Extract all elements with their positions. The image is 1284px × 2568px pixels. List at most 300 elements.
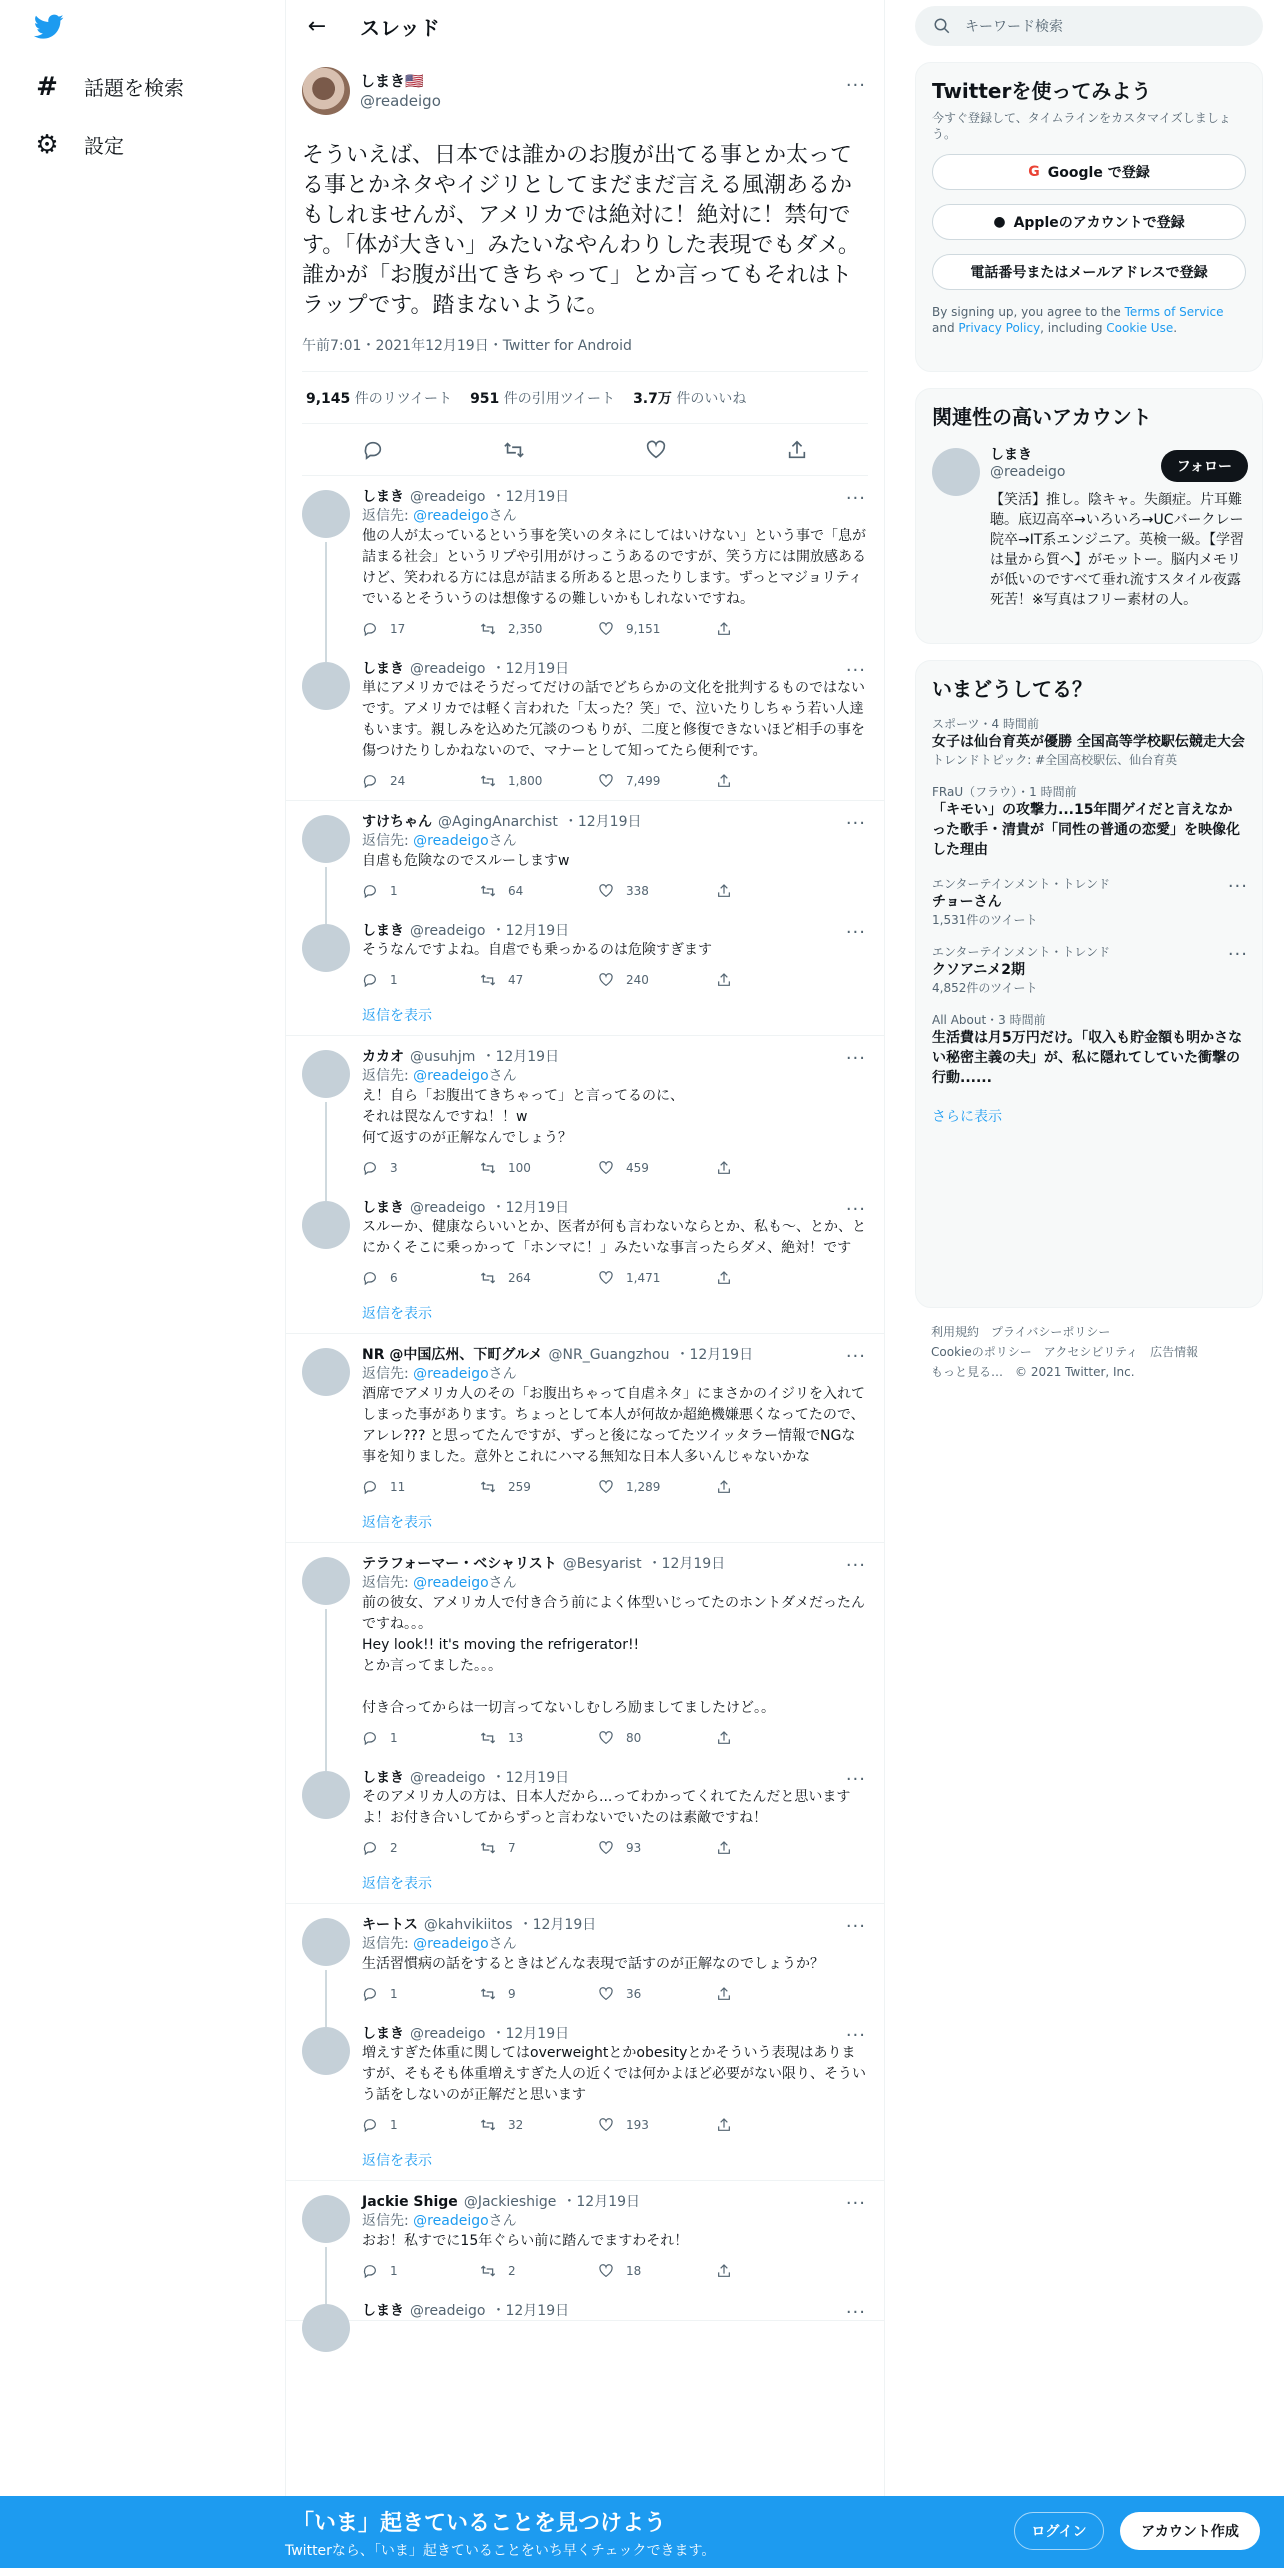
more-options-icon[interactable]: ··· <box>845 2193 866 2214</box>
author-handle[interactable]: @readeigo <box>410 661 486 677</box>
like-icon[interactable] <box>645 439 667 461</box>
page-title: スレッド <box>360 16 440 40</box>
tweet-actions <box>362 1149 868 1187</box>
author-handle[interactable]: @readeigo <box>410 2026 486 2042</box>
like-button[interactable] <box>598 1479 716 1495</box>
retweet-button[interactable] <box>480 1730 598 1746</box>
retweet-button[interactable] <box>480 1270 598 1286</box>
tweet-actions <box>362 2106 868 2144</box>
apple-signup-button[interactable] <box>932 204 1246 240</box>
like-icon <box>598 2263 614 2279</box>
share-icon <box>716 1270 732 1286</box>
tweet-date[interactable]: ・12月19日 <box>491 923 570 939</box>
author-handle[interactable]: @Besyarist <box>562 1556 642 1572</box>
reply-button[interactable] <box>362 773 480 789</box>
related-accounts-card <box>915 388 1263 644</box>
reply-prefix: 返信先: <box>362 1936 414 1952</box>
more-options-icon[interactable]: ··· <box>1227 876 1248 897</box>
author-handle[interactable]: @Jackieshige <box>463 2194 557 2210</box>
share-icon <box>716 621 732 637</box>
share-button[interactable] <box>716 972 834 988</box>
reply-tweet[interactable] <box>286 2290 884 2323</box>
reply-count: 6 <box>390 1271 398 1285</box>
tweet-actions <box>362 1259 868 1297</box>
legal-text-2: and <box>932 321 959 335</box>
search-input[interactable] <box>915 6 1263 46</box>
thread-column <box>285 0 885 2568</box>
author-name[interactable]: カカオ <box>362 1049 404 1065</box>
like-count-value: 3.7万 <box>633 390 672 407</box>
tweet-timestamp[interactable]: 午前7:01・2021年12月19日・Twitter for Android <box>302 335 868 372</box>
share-icon <box>716 1160 732 1176</box>
avatar[interactable] <box>302 490 350 538</box>
tweet-text: そういえば、日本では誰かのお腹が出てる事とか太ってる事とかネタやイジリとしてまだまだ言える風潮あるかもしれませんが、アメリカでは絶対に！絶対に！禁句です。「体が大きい」みたいなやんわりした表現でもダメ。誰かが「お腹が出てきちゃって」とか言ってもそれはトラップです。踏まないように。 <box>302 143 860 318</box>
more-options-icon[interactable]: ··· <box>845 922 866 943</box>
like-button[interactable] <box>598 972 716 988</box>
more-options-icon[interactable]: ··· <box>845 813 866 834</box>
trend-category: All About・3 時間前 <box>932 1013 1046 1027</box>
share-icon <box>716 773 732 789</box>
more-options-icon[interactable]: ··· <box>845 1769 866 1790</box>
retweet-icon <box>480 773 496 789</box>
tweet-text: そのアメリカ人の方は、日本人だから...ってわかってくれてたんだと思いますよ！お付き合いしてからずっと言わないでいたのは素敵ですね！ <box>362 1789 851 1826</box>
retweet-button[interactable] <box>480 1986 598 2002</box>
thread-connector-line <box>325 1609 327 1771</box>
reply-button[interactable] <box>362 1479 480 1495</box>
more-options-icon[interactable]: ··· <box>845 75 866 96</box>
legal-text-1: By signing up, you agree to the <box>932 305 1125 319</box>
retweet-button[interactable] <box>480 1160 598 1176</box>
share-button[interactable] <box>716 1730 834 1746</box>
share-icon <box>716 2263 732 2279</box>
login-button[interactable]: ログイン <box>1014 2512 1104 2550</box>
retweet-count: 100 <box>508 1161 531 1175</box>
author-handle[interactable]: @readeigo <box>410 1770 486 1786</box>
reply-to-handle[interactable]: @readeigo <box>413 1366 489 1382</box>
share-button[interactable] <box>716 883 834 899</box>
tweet-actions <box>362 2252 868 2290</box>
tweet-text: 酒席でアメリカ人のその「お腹出ちゃって自虐ネタ」にまさかのイジリを入れてしまった事があります。ちょっとして本人が何故か超絶機嫌悪くなってたので、アレレ??? と思ってたんですが、ずっと後になってたツイッタラー情報でNGな事を知りました。意外とこれにハマる無知な日本人多いんじゃないかな <box>362 1386 866 1465</box>
like-button[interactable] <box>598 2117 716 2133</box>
signup-button[interactable]: アカウント作成 <box>1120 2512 1260 2550</box>
retweet-button[interactable] <box>480 621 598 637</box>
show-replies-link[interactable]: 返信を表示 <box>362 1515 432 1531</box>
avatar[interactable] <box>302 2027 350 2075</box>
avatar[interactable] <box>302 2195 350 2243</box>
share-button[interactable] <box>716 1986 834 2002</box>
author-name[interactable]: NR @中国広州、下町グルメ <box>362 1347 543 1363</box>
tweet-actions <box>362 1829 868 1867</box>
reply-button[interactable] <box>362 2117 480 2133</box>
privacy-link[interactable]: Privacy Policy <box>958 321 1041 335</box>
author-name[interactable]: しまき <box>362 1770 404 1786</box>
tweet-date[interactable]: ・12月19日 <box>491 2303 570 2319</box>
like-icon <box>598 1270 614 1286</box>
retweet-icon <box>480 883 496 899</box>
more-options-icon[interactable]: ··· <box>1227 944 1248 965</box>
avatar[interactable] <box>932 448 980 496</box>
avatar[interactable] <box>302 2304 350 2352</box>
share-icon[interactable] <box>786 439 808 461</box>
retweet-button[interactable] <box>480 2117 598 2133</box>
google-signup-button[interactable] <box>932 154 1246 190</box>
author-name[interactable]: しまき <box>362 489 404 505</box>
like-button[interactable] <box>598 1270 716 1286</box>
more-options-icon[interactable]: ··· <box>845 1199 866 1220</box>
author-handle[interactable]: @usuhjm <box>410 1049 476 1065</box>
reply-tweet[interactable] <box>286 1904 884 2013</box>
tweet-date[interactable]: ・12月19日 <box>491 661 570 677</box>
share-button[interactable] <box>716 2263 834 2279</box>
footer-line-2[interactable]: Cookieのポリシー アクセシビリティ 広告情報 <box>931 1345 1199 1359</box>
nav-settings[interactable] <box>34 130 124 159</box>
nav-settings-label: 設定 <box>84 134 124 158</box>
reply-to-handle[interactable]: @readeigo <box>413 1936 489 1952</box>
show-replies-link[interactable]: 返信を表示 <box>362 2153 432 2169</box>
share-button[interactable] <box>716 2117 834 2133</box>
search-placeholder: キーワード検索 <box>965 19 1063 35</box>
trend-item[interactable] <box>916 936 1262 1004</box>
like-icon <box>598 1730 614 1746</box>
retweet-count-value: 9,145 <box>306 390 351 407</box>
author-name[interactable]: しまき <box>362 923 404 939</box>
trend-title: 「キモい」の攻撃力...15年間ゲイだと言えなかった歌手・清貴が「同性の普通の恋愛」を映像化した理由 <box>932 802 1240 858</box>
like-button[interactable] <box>598 883 716 899</box>
legal-text-3: , including <box>1040 321 1107 335</box>
google-signup-label: Google で登録 <box>1047 165 1150 181</box>
reply-tweet[interactable] <box>286 2181 884 2290</box>
reply-button[interactable] <box>362 1986 480 2002</box>
like-button[interactable] <box>598 1986 716 2002</box>
reply-prefix: 返信先: <box>362 2213 414 2229</box>
tweet-text: 自虐も危険なのでスルーしますw <box>362 853 570 869</box>
nav-explore[interactable] <box>34 72 184 101</box>
reply-to <box>362 831 868 851</box>
retweet-count: 264 <box>508 1271 531 1285</box>
like-button[interactable] <box>598 621 716 637</box>
tweet-text: 生活習慣病の話をするときはどんな表現で話すのが正解なのでしょうか？ <box>362 1956 824 1972</box>
show-replies-link[interactable]: 返信を表示 <box>362 1306 432 1322</box>
footer-line-3[interactable]: もっと見る… © 2021 Twitter, Inc. <box>931 1365 1135 1379</box>
phone-signup-label: 電話番号またはメールアドレスで登録 <box>970 265 1208 281</box>
avatar[interactable] <box>302 1918 350 1966</box>
tweet-text: え！自ら「お腹出てきちゃって」と言ってるのに、 それは罠なんですね！！w 何て返すのが正解なんでしょう？ <box>362 1088 684 1146</box>
reply-count: 11 <box>390 1480 406 1494</box>
cookie-link[interactable]: Cookie Use <box>1106 321 1174 335</box>
reply-tweet[interactable] <box>286 1334 884 1506</box>
author-handle[interactable]: @kahvikiitos <box>423 1917 513 1933</box>
retweet-icon <box>480 2117 496 2133</box>
author-name[interactable]: テラフォーマー・ベシャリスト <box>362 1556 557 1572</box>
trend-item[interactable] <box>916 776 1262 868</box>
reply-button[interactable] <box>362 1160 480 1176</box>
phone-signup-button[interactable] <box>932 254 1246 290</box>
reply-suffix: さん <box>488 2213 517 2229</box>
reply-prefix: 返信先: <box>362 833 414 849</box>
follow-button[interactable]: フォロー <box>1161 450 1248 482</box>
more-options-icon[interactable]: ··· <box>845 2302 866 2323</box>
show-replies-link[interactable]: 返信を表示 <box>362 1876 432 1892</box>
share-icon <box>716 2117 732 2133</box>
trend-item[interactable] <box>916 1004 1262 1096</box>
author-handle[interactable]: @readeigo <box>410 2303 486 2319</box>
tweet-text: スルーか、健康ならいいとか、医者が何も言わないならとか、私も〜、とか、とにかくそこに乗っかって「ホンマに！」みたいな事言ったらダメ、絶対！です <box>362 1219 866 1256</box>
trend-category: エンターテインメント・トレンド <box>932 877 1111 891</box>
author-handle[interactable]: @readeigo <box>410 489 486 505</box>
like-count: 459 <box>626 1161 649 1175</box>
reply-count: 1 <box>390 2118 398 2132</box>
reply-to <box>362 506 868 526</box>
tweet-actions <box>362 1719 868 1757</box>
tweet-text: 前の彼女、アメリカ人で付き合う前によく体型いじってたのホントダメだったんですね。。。 Hey look!! it's moving the refrigerator!! とか言ってました。。。 付き合ってからは一切言ってないしむしろ励ましてましたけど。。 <box>362 1595 866 1716</box>
google-icon: G <box>1028 164 1040 180</box>
retweet-icon[interactable] <box>503 439 525 461</box>
author-name[interactable]: しまき <box>362 2303 404 2319</box>
reply-button[interactable] <box>362 1840 480 1856</box>
reply-prefix: 返信先: <box>362 508 414 524</box>
tweet-text: おお！私すでに15年ぐらい前に踏んでますわそれ！ <box>362 2233 689 2249</box>
like-icon <box>598 972 614 988</box>
retweet-count: 2 <box>508 2264 516 2278</box>
retweet-button[interactable] <box>480 773 598 789</box>
signup-legal <box>916 304 1262 336</box>
related-account[interactable] <box>916 436 1262 486</box>
signup-card <box>915 62 1263 372</box>
retweet-count: 259 <box>508 1480 531 1494</box>
avatar[interactable] <box>302 1201 350 1249</box>
hashtag-icon: # <box>36 71 58 102</box>
avatar[interactable] <box>302 1557 350 1605</box>
retweet-button[interactable] <box>480 1840 598 1856</box>
trend-category: エンターテインメント・トレンド <box>932 945 1111 959</box>
tweet-text: 他の人が太っているという事を笑いのタネにしてはいけない」という事で「息が詰まる社会」というリプや引用がけっこうあるのですが、笑う方には開放感あるけど、笑われる方には息が詰まる所あると思ったりします。ずっとマジョリティでいるとそういうのは想像するの難しいかもしれないですね。 <box>362 528 866 607</box>
retweet-count: 13 <box>508 1731 524 1745</box>
reply-icon[interactable] <box>362 439 384 461</box>
related-name[interactable]: しまき <box>990 447 1032 463</box>
share-button[interactable] <box>716 1479 834 1495</box>
avatar[interactable] <box>302 924 350 972</box>
reply-button[interactable] <box>362 1270 480 1286</box>
tweet-date[interactable]: ・12月19日 <box>491 2026 570 2042</box>
reply-button[interactable] <box>362 1730 480 1746</box>
tweet-actions <box>362 1975 868 2013</box>
quote-count[interactable] <box>470 388 615 408</box>
reply-button[interactable] <box>362 972 480 988</box>
tweet-date[interactable]: ・12月19日 <box>491 1770 570 1786</box>
like-count[interactable] <box>633 388 746 408</box>
avatar[interactable] <box>302 1348 350 1396</box>
tweet-date[interactable]: ・12月19日 <box>562 2194 641 2210</box>
reply-button[interactable] <box>362 883 480 899</box>
related-title: 関連性の高いアカウント <box>932 405 1152 429</box>
reply-icon <box>362 883 378 899</box>
more-options-icon[interactable]: ··· <box>845 1555 866 1576</box>
trend-category: スポーツ・4 時間前 <box>932 717 1039 731</box>
like-button[interactable] <box>598 1840 716 1856</box>
reply-tweet[interactable] <box>286 476 884 648</box>
retweet-count: 47 <box>508 973 524 987</box>
like-count: 80 <box>626 1731 642 1745</box>
like-count: 18 <box>626 2264 642 2278</box>
retweet-button[interactable] <box>480 1479 598 1495</box>
share-button[interactable] <box>716 1840 834 1856</box>
author-handle[interactable]: @readeigo <box>360 92 441 110</box>
trend-subtitle: 1,531件のツイート <box>932 913 1038 927</box>
share-button[interactable] <box>716 1160 834 1176</box>
reply-suffix: さん <box>488 508 517 524</box>
reply-icon <box>362 621 378 637</box>
thread-header <box>286 0 884 53</box>
share-button[interactable] <box>716 773 834 789</box>
reply-icon <box>362 1270 378 1286</box>
reply-tweet[interactable] <box>286 910 884 999</box>
trend-item[interactable] <box>916 708 1262 776</box>
like-icon <box>598 621 614 637</box>
retweet-button[interactable] <box>480 972 598 988</box>
footer-line-1[interactable]: 利用規約 プライバシーポリシー <box>931 1325 1111 1339</box>
author-handle[interactable]: @readeigo <box>410 1200 486 1216</box>
retweet-count: 64 <box>508 884 524 898</box>
retweet-icon <box>480 1270 496 1286</box>
retweet-button[interactable] <box>480 883 598 899</box>
reply-suffix: さん <box>488 1575 517 1591</box>
author-handle[interactable]: @NR_Guangzhou <box>548 1347 670 1363</box>
reply-tweet[interactable] <box>286 648 884 800</box>
tweet-date[interactable]: ・12月19日 <box>647 1556 726 1572</box>
like-icon <box>598 1160 614 1176</box>
like-count: 240 <box>626 973 649 987</box>
reply-to <box>362 1934 868 1954</box>
back-arrow-icon[interactable]: ← <box>307 14 327 39</box>
author-name[interactable]: しまき🇺🇸 <box>360 72 424 90</box>
reply-to-handle[interactable]: @readeigo <box>413 1068 489 1084</box>
reply-icon <box>362 2117 378 2133</box>
trend-title: 女子は仙台育英が優勝 全国高等学校駅伝競走大会 <box>932 734 1245 750</box>
avatar[interactable] <box>302 67 350 115</box>
reply-tweet[interactable] <box>286 2013 884 2144</box>
tweet-date[interactable]: ・12月19日 <box>491 489 570 505</box>
retweet-count[interactable] <box>306 388 452 408</box>
more-options-icon[interactable]: ··· <box>845 1916 866 1937</box>
avatar[interactable] <box>302 1050 350 1098</box>
tweet-date[interactable]: ・12月19日 <box>563 814 642 830</box>
tweet-date[interactable]: ・12月19日 <box>675 1347 754 1363</box>
signup-title: Twitterを使ってみよう <box>932 79 1152 103</box>
author-handle[interactable]: @AgingAnarchist <box>438 814 558 830</box>
reply-count: 1 <box>390 884 398 898</box>
retweet-icon <box>480 972 496 988</box>
retweet-button[interactable] <box>480 2263 598 2279</box>
like-icon <box>598 773 614 789</box>
trend-item[interactable] <box>916 868 1262 936</box>
more-options-icon[interactable]: ··· <box>845 488 866 509</box>
retweet-icon <box>480 1986 496 2002</box>
author-name[interactable]: しまき <box>362 661 404 677</box>
tweet-action-bar <box>302 424 868 476</box>
main-tweet <box>286 61 884 476</box>
reply-tweet[interactable] <box>286 1187 884 1297</box>
reply-count: 1 <box>390 1987 398 2001</box>
more-options-icon[interactable]: ··· <box>845 660 866 681</box>
share-button[interactable] <box>716 1270 834 1286</box>
reply-tweet[interactable] <box>286 1543 884 1757</box>
left-nav <box>0 0 285 2568</box>
like-button[interactable] <box>598 1160 716 1176</box>
author-name[interactable]: Jackie Shige <box>362 2194 458 2210</box>
terms-link[interactable]: Terms of Service <box>1124 305 1224 319</box>
author-name[interactable]: すけちゃん <box>362 814 432 830</box>
show-replies-link[interactable]: 返信を表示 <box>362 1008 432 1024</box>
reply-count: 1 <box>390 1731 398 1745</box>
like-count: 36 <box>626 1987 642 2001</box>
reply-tweet[interactable] <box>286 1757 884 1867</box>
thread-connector-line <box>325 542 327 662</box>
reply-to-handle[interactable]: @readeigo <box>413 508 489 524</box>
retweet-count: 1,800 <box>508 774 543 788</box>
legal-text-4: . <box>1173 321 1178 335</box>
search-icon <box>933 17 951 35</box>
reply-to-handle[interactable]: @readeigo <box>413 2213 489 2229</box>
tweet-date[interactable]: ・12月19日 <box>518 1917 597 1933</box>
trend-title: クソアニメ2期 <box>932 962 1026 978</box>
more-options-icon[interactable]: ··· <box>845 1346 866 1367</box>
reply-to-handle[interactable]: @readeigo <box>413 1575 489 1591</box>
avatar[interactable] <box>302 662 350 710</box>
reply-icon <box>362 1730 378 1746</box>
related-handle: @readeigo <box>990 464 1066 480</box>
reply-count: 2 <box>390 1841 398 1855</box>
reply-tweet[interactable] <box>286 1036 884 1187</box>
reply-button[interactable] <box>362 621 480 637</box>
like-button[interactable] <box>598 2263 716 2279</box>
trend-list <box>916 708 1262 1096</box>
trend-subtitle: 4,852件のツイート <box>932 981 1038 995</box>
reply-count: 1 <box>390 2264 398 2278</box>
like-button[interactable] <box>598 1730 716 1746</box>
bottom-signup-bar <box>0 2496 1284 2568</box>
reply-to-handle[interactable]: @readeigo <box>413 833 489 849</box>
avatar[interactable] <box>302 815 350 863</box>
tweet-date[interactable]: ・12月19日 <box>481 1049 560 1065</box>
like-button[interactable] <box>598 773 716 789</box>
reply-to <box>362 1364 868 1384</box>
author-name[interactable]: キートス <box>362 1917 418 1933</box>
author-name[interactable]: しまき <box>362 1200 404 1216</box>
avatar[interactable] <box>302 1771 350 1819</box>
reply-suffix: さん <box>488 1366 517 1382</box>
share-button[interactable] <box>716 621 834 637</box>
tweet-actions <box>362 961 868 999</box>
reply-tweet[interactable] <box>286 801 884 910</box>
reply-icon <box>362 972 378 988</box>
author-name[interactable]: しまき <box>362 2026 404 2042</box>
divider <box>286 2320 884 2321</box>
like-count: 193 <box>626 2118 649 2132</box>
tweet-date[interactable]: ・12月19日 <box>491 1200 570 1216</box>
apple-signup-label: Appleのアカウントで登録 <box>1013 215 1185 231</box>
author-handle[interactable]: @readeigo <box>410 923 486 939</box>
tweet-text: そうなんですよね。自虐でも乗っかるのは危険すぎます <box>362 942 712 958</box>
like-count: 338 <box>626 884 649 898</box>
more-options-icon[interactable]: ··· <box>845 2025 866 2046</box>
twitter-logo-icon[interactable] <box>34 14 64 40</box>
more-options-icon[interactable]: ··· <box>845 1048 866 1069</box>
retweet-count: 9 <box>508 1987 516 2001</box>
trend-category: FRaU（フラウ）・1 時間前 <box>932 785 1077 799</box>
reply-button[interactable] <box>362 2263 480 2279</box>
like-icon <box>598 1986 614 2002</box>
show-more-trends-link[interactable]: さらに表示 <box>932 1109 1002 1125</box>
